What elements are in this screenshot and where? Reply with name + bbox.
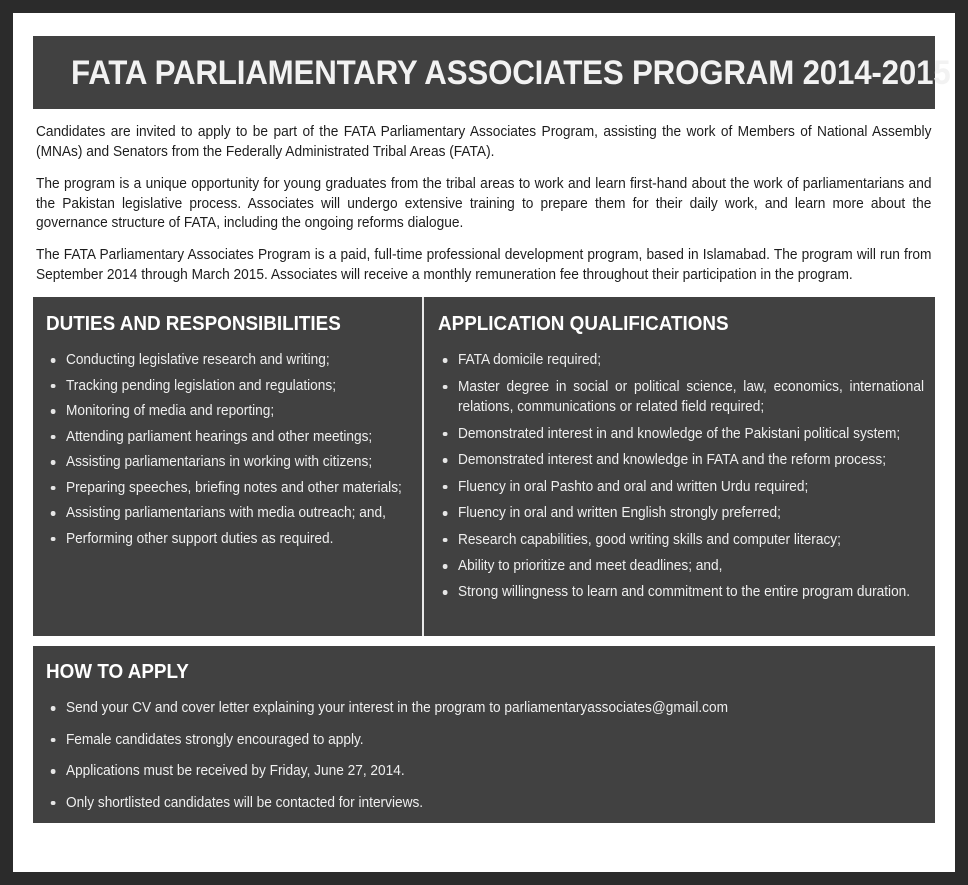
list-item: Assisting parliamentarians with media outreach; and,: [46, 503, 419, 523]
list-item: Demonstrated interest in and knowledge of the Pakistani political system;: [438, 424, 924, 444]
list-item: Conducting legislative research and writing;: [46, 350, 419, 370]
intro-paragraph-1: Candidates are invited to apply to be part of the FATA Parliamentary Associates Program, assisting the work of Members of National Assembly (MNAs) and Senators from the Federally Administrated Tribal Areas (FATA).: [36, 124, 932, 160]
how-to-apply-title: HOW TO APPLY: [46, 659, 189, 683]
list-item: Fluency in oral and written English strongly preferred;: [438, 503, 924, 523]
list-item: Only shortlisted candidates will be contacted for interviews.: [46, 793, 895, 813]
page-title: FATA PARLIAMENTARY ASSOCIATES PROGRAM 2014-2015: [71, 53, 951, 92]
list-item: Attending parliament hearings and other meetings;: [46, 427, 419, 447]
advertisement-content: [33, 36, 951, 851]
advertisement-page: [13, 13, 955, 872]
list-item: Preparing speeches, briefing notes and other materials;: [46, 478, 419, 498]
duties-list: [46, 350, 407, 549]
list-item: Tracking pending legislation and regulations;: [46, 376, 419, 396]
list-item: Female candidates strongly encouraged to apply.: [46, 730, 895, 750]
duties-panel-title: DUTIES AND RESPONSIBILITIES: [46, 311, 341, 335]
duties-panel: [33, 297, 421, 636]
list-item: Assisting parliamentarians in working with citizens;: [46, 452, 419, 472]
qualifications-list: [438, 350, 925, 603]
intro-section: [33, 123, 935, 286]
qualifications-panel-title: APPLICATION QUALIFICATIONS: [438, 311, 729, 335]
list-item: Performing other support duties as required.: [46, 529, 419, 549]
list-item-deadline: Applications must be received by Friday, June 27, 2014.: [46, 761, 895, 781]
list-item-contact: Send your CV and cover letter explaining your interest in the program to parliamentaryassociates@gmail.com: [46, 698, 895, 718]
intro-paragraph-2: The program is a unique opportunity for young graduates from the tribal areas to work and learn first-hand about the work of parliamentarians and the Pakistan legislative process. Associates will undergo extensive training to prepare them for their daily work, and learn more about the governance structure of FATA, including the ongoing reforms dialogue.: [36, 175, 932, 232]
how-to-apply-list: [46, 698, 919, 813]
list-item: Monitoring of media and reporting;: [46, 401, 419, 421]
qualifications-panel: [425, 297, 935, 636]
how-to-apply-panel: [33, 646, 935, 823]
list-item: Research capabilities, good writing skills and computer literacy;: [438, 530, 924, 550]
intro-paragraph-3: The FATA Parliamentary Associates Program is a paid, full-time professional development program, based in Islamabad. The program will run from September 2014 through March 2015. Associates will receive a monthly remuneration fee throughout their participation in the program.: [36, 247, 932, 284]
header-banner: [33, 36, 951, 109]
list-item: Master degree in social or political science, law, economics, international relations, communications or related field required;: [438, 377, 924, 418]
list-item: Fluency in oral Pashto and oral and written Urdu required;: [438, 477, 924, 497]
list-item: Strong willingness to learn and commitment to the entire program duration.: [438, 582, 924, 602]
list-item: Demonstrated interest and knowledge in FATA and the reform process;: [438, 450, 924, 470]
list-item: Ability to prioritize and meet deadlines; and,: [438, 556, 924, 576]
list-item: FATA domicile required;: [438, 350, 924, 370]
details-panels: [33, 297, 935, 636]
